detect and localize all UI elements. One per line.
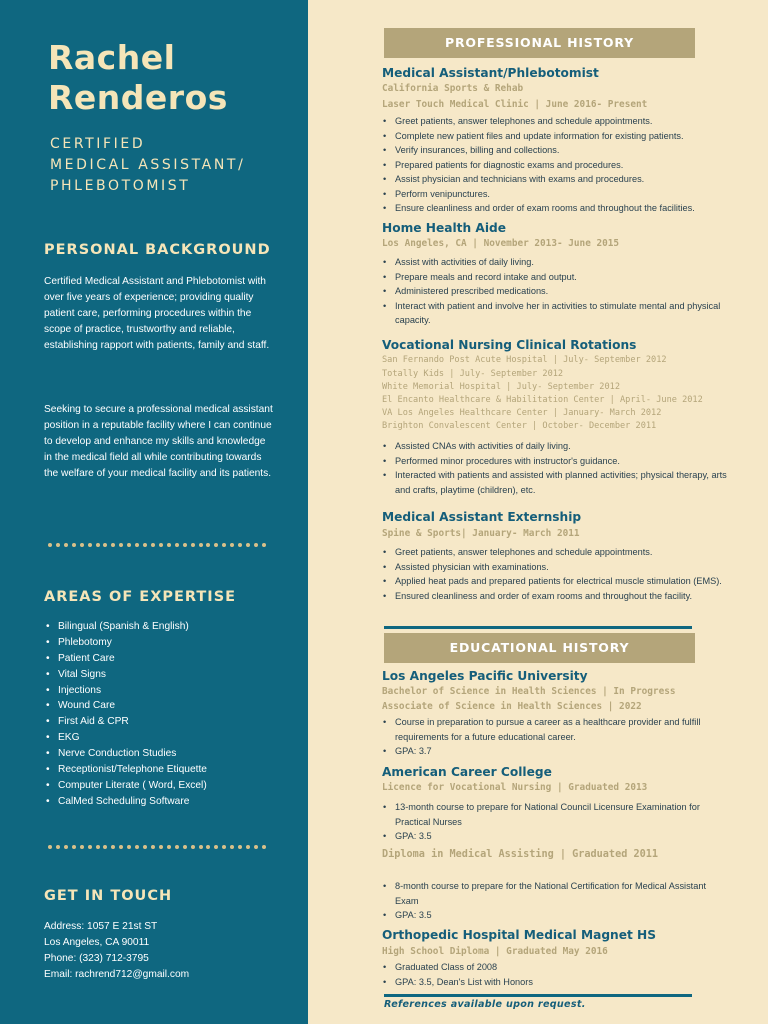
- education-details-list: [382, 879, 727, 923]
- job-employer-dates: Spine & Sports| January- March 2011: [382, 528, 580, 539]
- degree: Associate of Science in Health Sciences | 2022: [382, 701, 642, 712]
- list-item: • Interacted with patients and assisted with planned activities; physical therapy, arts and crafts, playtime (children), etc.: [382, 468, 727, 497]
- school-name: American Career College: [382, 765, 552, 779]
- list-item: • GPA: 3.5, Dean's List with Honors: [382, 975, 727, 990]
- sidebar: [0, 0, 308, 1024]
- dotted-divider: [48, 845, 266, 851]
- list-item: • Interact with patient and involve her in activities to stimulate mental and physical capacity.: [382, 299, 727, 328]
- list-item: • Complete new patient files and update information for existing patients.: [382, 129, 727, 144]
- job-title: Home Health Aide: [382, 221, 506, 235]
- rotation-site: San Fernando Post Acute Hospital | July- September 2012: [382, 355, 667, 365]
- job-title: Medical Assistant Externship: [382, 510, 582, 524]
- education-details-list: [382, 715, 727, 759]
- rotation-site: El Encanto Healthcare & Habilitation Center | April- June 2012: [382, 395, 703, 405]
- job-title-line-2: MEDICAL ASSISTANT/: [50, 157, 246, 173]
- expertise-item: • CalMed Scheduling Software: [46, 794, 207, 810]
- expertise-item: • Patient Care: [46, 651, 207, 667]
- list-item: • Ensured cleanliness and order of exam rooms and throughout the facility.: [382, 589, 727, 604]
- list-item: • Assist physician and technicians with exams and procedures.: [382, 172, 727, 187]
- rotation-site: Brighton Convalescent Center | October- December 2011: [382, 421, 657, 431]
- last-name: Renderos: [48, 78, 228, 117]
- job-duties-clip: [308, 544, 768, 626]
- school-name: Los Angeles Pacific University: [382, 669, 588, 683]
- job-title-line-1: CERTIFIED: [50, 136, 146, 152]
- expertise-item: • Wound Care: [46, 698, 207, 714]
- job-employer: California Sports & Rehab: [382, 83, 524, 94]
- list-item: • Assist with activities of daily living.: [382, 255, 727, 270]
- job-duties-list: [382, 255, 727, 328]
- expertise-item: • First Aid & CPR: [46, 714, 207, 730]
- list-item: • Course in preparation to pursue a career as a healthcare provider and fulfill requirements for a future educational career.: [382, 715, 727, 744]
- expertise-item: • Phlebotomy: [46, 635, 207, 651]
- school-name: Orthopedic Hospital Medical Magnet HS: [382, 928, 657, 942]
- list-item: • 8-month course to prepare for the National Certification for Medical Assistant Exam: [382, 879, 727, 908]
- list-item: • GPA: 3.7: [382, 744, 727, 759]
- list-item: • Assisted CNAs with activities of daily living.: [382, 439, 727, 454]
- areas-of-expertise-heading: AREAS OF EXPERTISE: [44, 589, 237, 605]
- main-content: [308, 0, 768, 1024]
- list-item: • Performed minor procedures with instructor's guidance.: [382, 454, 727, 469]
- expertise-list: [46, 619, 207, 810]
- list-item: • Graduated Class of 2008: [382, 960, 727, 975]
- job-employer-dates: Los Angeles, CA | November 2013- June 2015: [382, 238, 620, 249]
- list-item: • Prepared patients for diagnostic exams and procedures.: [382, 158, 727, 173]
- first-name: Rachel: [48, 38, 176, 77]
- list-item: • Greet patients, answer telephones and schedule appointments.: [382, 114, 727, 129]
- list-item: • Greet patients, answer telephones and schedule appointments.: [382, 545, 727, 560]
- personal-background-heading: PERSONAL BACKGROUND: [44, 242, 271, 258]
- section-divider: [384, 994, 692, 997]
- list-item: • Assisted physician with examinations.: [382, 560, 727, 575]
- rotation-site: Totally Kids | July- September 2012: [382, 369, 564, 379]
- contact-address: Address: 1057 E 21st ST: [44, 921, 158, 932]
- list-item: • Ensure cleanliness and order of exam rooms and throughout the facilities.: [382, 201, 727, 216]
- dotted-divider: [48, 543, 266, 549]
- education-details-list: [382, 800, 727, 844]
- list-item: • Perform venipunctures.: [382, 187, 727, 202]
- section-divider: [384, 626, 692, 629]
- expertise-item: • Bilingual (Spanish & English): [46, 619, 207, 635]
- list-item: • Prepare meals and record intake and output.: [382, 270, 727, 285]
- educational-history-banner: EDUCATIONAL HISTORY: [384, 633, 695, 663]
- degree: Bachelor of Science in Health Sciences | In Progress: [382, 686, 676, 697]
- degree: High School Diploma | Graduated May 2016: [382, 946, 608, 957]
- contact-phone: Phone: (323) 712-3795: [44, 953, 149, 964]
- get-in-touch-heading: GET IN TOUCH: [44, 888, 173, 904]
- personal-background-paragraph-2: Seeking to secure a professional medical assistant position in a reputable facility where I can continue to develop and enhance my skills and knowledge in the medical field all while contributing towards the welfare of your medical facility and its patients.: [44, 404, 273, 479]
- list-item: • GPA: 3.5: [382, 908, 727, 923]
- contact-email: Email: rachrend712@gmail.com: [44, 969, 190, 980]
- job-duties-list: [382, 545, 727, 603]
- job-duties-list: [382, 439, 727, 497]
- degree: Diploma in Medical Assisting | Graduated 2011: [382, 849, 659, 860]
- personal-background-paragraph-1: Certified Medical Assistant and Phlebotomist with over five years of experience; providing quality patient care, performing procedures within the scope of practice, trustworthy and reliable, establishing rapport with patients, family and staff.: [44, 276, 270, 351]
- list-item: • Applied heat pads and prepared patients for electrical muscle stimulation (EMS).: [382, 574, 727, 589]
- rotation-site: White Memorial Hospital | July- September 2012: [382, 382, 620, 392]
- education-details-list: [382, 960, 727, 989]
- list-item: • Administered prescribed medications.: [382, 284, 727, 299]
- expertise-item: • Nerve Conduction Studies: [46, 746, 207, 762]
- expertise-item: • EKG: [46, 730, 207, 746]
- list-item: • GPA: 3.5: [382, 829, 727, 844]
- job-title-line-3: PHLEBOTOMIST: [50, 178, 191, 194]
- degree: Licence for Vocational Nursing | Graduated 2013: [382, 782, 648, 793]
- job-title: Vocational Nursing Clinical Rotations: [382, 338, 637, 352]
- expertise-item: • Injections: [46, 683, 207, 699]
- job-title: Medical Assistant/Phlebotomist: [382, 66, 599, 80]
- contact-city: Los Angeles, CA 90011: [44, 937, 150, 948]
- job-employer-dates: Laser Touch Medical Clinic | June 2016- Present: [382, 99, 648, 110]
- expertise-item: • Receptionist/Telephone Etiquette: [46, 762, 207, 778]
- expertise-item: • Computer Literate ( Word, Excel): [46, 778, 207, 794]
- expertise-item: • Vital Signs: [46, 667, 207, 683]
- rotation-site: VA Los Angeles Healthcare Center | January- March 2012: [382, 408, 662, 418]
- professional-history-banner: PROFESSIONAL HISTORY: [384, 28, 695, 58]
- job-duties-list: [382, 114, 727, 216]
- references-note: References available upon request.: [384, 999, 586, 1010]
- list-item: • 13-month course to prepare for National Council Licensure Examination for Practical Nurses: [382, 800, 727, 829]
- list-item: • Verify insurances, billing and collections.: [382, 143, 727, 158]
